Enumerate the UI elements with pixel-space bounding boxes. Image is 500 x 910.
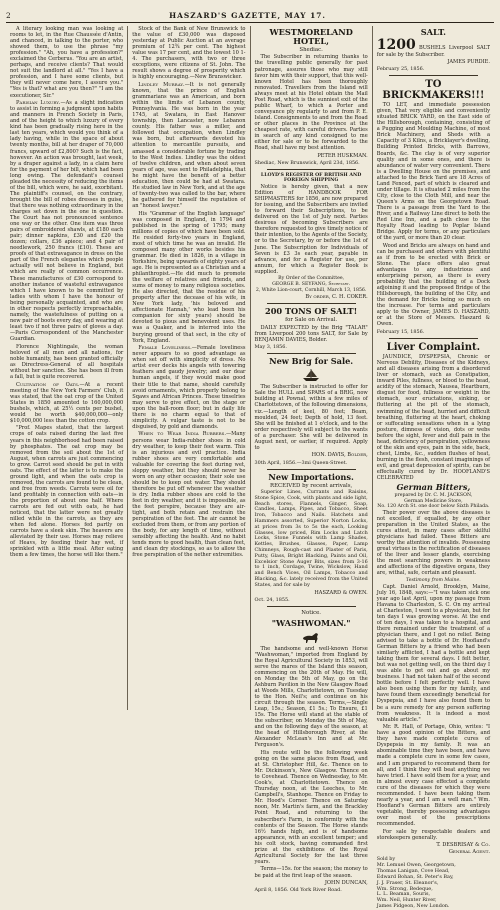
ad-agents-list xyxy=(377,863,490,909)
ad-lloyds-order: By Order of the Committee, xyxy=(278,276,345,282)
ad-lloyds-signature: GEORGE B. SEYFANG, Secretary. xyxy=(272,281,351,287)
ad-bitters-addr: German Medicine Store, xyxy=(404,498,463,504)
list-item: Thomas Lanigan, Cove Head, xyxy=(376,868,450,875)
article-executioner: A literary looking man was looking at rooms to let, in the Rue Chaussée d'Antin, and chanced, in talking to the porter, who showed them, to use the phrase "my profession." "Ah, you have a profession?" exclaimed the Cerberus. "You are an artist, perhaps, and receive clients? That would not suit the landlord at all." "Yes I have a profession, and I have some clients, but they will never come here, I assure you." "Yes is that? what are you then?" "I am the executioner, Sir." xyxy=(10,26,124,99)
article-heading: Lindley Murray. xyxy=(138,82,185,89)
list-item: Wm. Neil, Hunter River, xyxy=(376,897,437,904)
ad-salt-date: May 3, 1856. xyxy=(254,344,287,351)
article-india-rubbers xyxy=(132,431,245,558)
ad-brig-body: The Subscriber is instructed to offer for Sale the HULL and SPARS of a BRIG, now building at Pownal, within a few miles of Charlottetown, of the following dimensions, viz.—Length of keel, 80 feet; Beam, moulded, 24 feet; Depth of hold, 13 feet. She will be finished at 1 o'clock, and to the order respectively will subject to the wants of a purchaser. She will be delivered in August next, or earlier, if required. Apply to xyxy=(254,384,368,451)
ad-brick-body: TO LET, and immediate possession given, That very eligible and conveniently situated BRICK YARD, on the East side of the Hillsborough, containing, consisting of a Pugging and Moulding Machine, of most Brick Machinery, and Sheds with a Capacity of 3 Kilns, a Bricklayer's dwelling, Building Printed Bricks, with Barrows, Boards, &c. The clay is of very superior quality and in some ones, and there is abundance of water very convenient. There is a Dwelling House on the premises, and attached to the Brick Yard are 18 Acres of Land Fenced, part of which is cleared and under tillage. It is situated 2 miles from the City, close to the Cloth Mill, and near the Queen's Arms on the Georgetown Road. There is a passage from the Yard to the River, and a Railway Line direct to both the Red Line Inn, and a path close to the Royalty Road leading to Poplar Island Bridge. Apply for terms, or any particulars of the yard, or more than 20 clear. xyxy=(376,102,490,242)
ad-hotel-body: The Subscriber in returning thanks to the travelling public generally for past patronage, assures those who may still favor him with their support, that this well-known Hotel has been thoroughly renovated. Travellers from the Island will always meet at his Hotel obtain the Mail Post Road, which is the sunniest exit of the public Wharf, to which a Porter and conveyance ply regularly to and from P. E. Island. Consignments to and from the Road or other places in the Province at the cheapest rate, with careful drivers. Parties in search of any kind consigned to me either for sale or to be forwarded to the Road, shall have my best attention. xyxy=(254,54,368,152)
ad-imports-sub: RECEIVED by recent arrivals, xyxy=(270,482,353,489)
columns xyxy=(6,26,494,910)
ad-liver-title: Liver Complaint. xyxy=(386,342,481,354)
ad-horse-title: "WASHWOMAN." xyxy=(271,617,351,628)
divider xyxy=(389,338,478,339)
article-body: —It is not generally known, that the prince of English grammarians was an American, and born within the limits of Lebanon county, Pennsylvania. He was born in the year 1745, at Swatara, in East Hanover township, then Lancaster, now Lebanon county. His father was a miller, and followed that occupation, when Lindley was born, but afterwards devoted his attention to mercantile pursuits, and amassed a considerable fortune by trading to the West Indies. Lindley was the oldest of twelve children, and when about seven years of age, was sent to Philadelphia, that he might have the benefit of a better education, then could be had at Swatara. He studied law in New York, and at the age of twenty-two was called to the bar, where he gathered for himself the reputation of an "honest lawyer." xyxy=(132,82,246,209)
article-body: —Female loveliness never appears to so good advantage as when set off with simplicity of dress. No artist ever decks his angels with towering feathers and gaudy jewelry; and our dear human angels, if they would make good their title to that name, should carefully avoid ornaments, which properly belong to Sqaws and African Princes. These tinselries may serve to give effect, on the stage or upon the ball-room floor; but in daily life there is no charm equal to that of simplicity. A vulgar taste is not to be disguised, by gold and diamonds. xyxy=(132,345,246,430)
ad-horse-terms: Terms—15s. for the season; the money to be paid at the first leap of the season. xyxy=(254,866,368,879)
divider xyxy=(389,75,478,76)
ad-lloyds-address: 2, White Lion-court, Cornhill, March 13, 1856. xyxy=(255,287,367,293)
ad-testimony-body-3: For sale by respectable dealers and storekeepers generally. xyxy=(376,828,490,841)
ad-horse-signature: JOHN DUNCAN, xyxy=(324,880,368,887)
article-oats xyxy=(10,382,123,424)
column-3 xyxy=(251,26,373,894)
ad-salt-sub: for Sale on Arrival. xyxy=(285,317,338,324)
divider xyxy=(267,303,356,304)
ad-salt2-signature: JAMES PURDIE. xyxy=(447,59,490,66)
list-item: James Pidgeon, New London. xyxy=(376,903,450,910)
article-oats-cont: "Prof. Mapes stated, that the largest crops of oats raised during the last five years in this neighborhood had been raised by phosphates. The oat crop may be removed from the soil about the 1st of August, when carrots are just commencing to grow. Carrot seed should be put in with oats. The effect of the latter is to make the ground light, and when the oats crop is removed, the carrots are found to be clean, and free from weeds. Carrots were oil for land profitably in connection with oats—in the proportion of about one half. Where carrots are fed out with oats, he had noticed, that the latter were not greatly nilled while in the carrots, as they are when fed alone. Horses fed partly on carrots have a sleek skin. The heavers are alleviated by their use. Horses may relieve of Heavs, by feeding their hay wet, if sprinkled with a little meal. After eating them a few times, the horse will like them." xyxy=(10,425,124,559)
ad-testimony-body-2: Mr. R. Hall, of Portage, Ohio, writes: "I have a good opinion of the Bitters, and they have made complete cures of Dyspepsia in my family. It was an abominable time they have been, and have made a complete cure in some few cases, and I am prepared to recommend them for all, and I think they will beat anything we have tried. I have sold them for a year, and in almost every case effected a complete cure of the diseases for which they were recommended. I have been taking them nearly a year, and I am a well man." Wm. Hoofland's German Bitters are entirely vegetable, thereby possessing advantages over most of the prescriptions recommended. xyxy=(376,724,490,827)
page-number: 2 xyxy=(6,11,12,20)
ad-salt2-number: 1200 xyxy=(376,37,416,53)
article-body: —As a slight indication to assist in forming a judgment upon habits and manners in French Society in Paris, and of the height to which luxury of every kind has been gradually rising here in the last ten years, which would you think of a lady having, while in the space of about twenty months, bill at her draper of 70,000 francs, upward of £2,800? Such is the fact, however. An action was brought, last week, by a draper against a lady, in a claim here for the payment of her bill, which had been long owing. The defendant's counsel pleaded the necessity of reducing the items of the bill, which were, he said, exorbitant. The plaintiff's counsel, on the contrary, brought the bill of robes dresses in guise, that there was nothing extraordinary in the charges set down in the one in question. The Court has not pronounced sentence one way or the other. One item was three pairs of embroidered shawls, at £180 each pair; dinner napkins, £30 and £20 the dozen; collars, £36 apiece; and 4 pair of needlework, 250 francs (£10). These are proofs of that extravagance in dress on the part of the French elegantes which people actually will not believe in England, but which are really of common occurrence. These manufactures of £30 correspond to another instance of wasteful extravagance which I have known to be committed by ladies with whom I have the honour of being personally acquainted, and who are in other respects perfectly irreproachable, namely, the wastefulness of putting on a new pair of boots every day, and wearing at least two if not three pairs of gloves a day.—Paris Correspondent of the Manchester Guardian. xyxy=(10,100,124,342)
ad-agents-heading: Sold by xyxy=(376,856,396,863)
divider xyxy=(267,169,356,170)
article-female-loveliness xyxy=(132,345,245,430)
ad-bitters-addr-2: No. 120 Arch St. one door below Sixth Philada. xyxy=(377,504,490,510)
page-header xyxy=(6,4,494,23)
ad-imports-signature: HASZARD & OWEN. xyxy=(314,590,368,597)
article-heading: Parisian Luxury. xyxy=(16,100,61,107)
ad-testimony-body: Capt. Daniel Arnold, Brooklyn, Maine, July 16, 1848, says:—"I was taken sick one year ago last April, upon my passage from Havana to Charleston, S. C. On my arrival at Charleston, I went to a physician, but for ten days I was growing worse. At the end of ten days, I was taken to a hospital, and there remained under the treatment of a physician there, and I got no relief. Being advised to take a bottle of Dr. Hoofland's German Bitters by a friend who had been similarly afflicted, I had a bottle and kept taking them for several days. I felt better, but was not getting well, on the third day I was able to get out and go about my business. I had not taken half of the second bottle before I felt perfectly well. I have also been using them for my family, and have found them exceedingly beneficial for Dyspepsia, and I have also found them to be a sure remedy for any person suffering from weakness. It is indeed a most valuable article." xyxy=(376,583,490,723)
article-body: —Many persons wear India-rubber shoes in cold dry weather, to keep their feet warm. This is an injurious and evil practice. India rubber shoes are very comfortable and valuable for covering the feet during wet, sloppy weather, but they should never be worn on any other occasion; their sole use should be to keep out water. They should therefore be put off whenever the weather is dry. India rubber shoes are cold to the feet in dry weather, and it is impossible, as the feet perspire, because they are air-tight, and both retain and restrain the perspiration of the feet. The air cannot be excluded from them, or from any portion of the body, for any length of time, without sensibly affecting the health. And no habit tends more to good health, than clean feet, and clean dry stockings, so as to allow the free perspiration of the nether extremities. xyxy=(132,431,246,559)
ad-agent-role: General Agent. xyxy=(448,849,490,856)
article-lindley-murray xyxy=(132,82,245,209)
ad-imports-date: Oct. 24, 1855. xyxy=(254,597,290,604)
ad-lloyds-body: Notice is hereby given, that a new Edition of HANDBOOK FOR SHIPMASTERS for 1856, are now prepared for issuing, and the Subscribers are invited to forward their Subscriptions, to be delivered on the 1st of July next. Parties desirous of becoming Subscribers are therefore requested to give timely notice of their intention, to the Agents of the Society, or to the Secretary, by or before the 1st of June. The Subscription for Individuals of Seven is £3 3s each year, payable in advance, and for a Register for use, per annum, for which a Register Book is supplied. xyxy=(254,184,368,275)
ad-hotel-signature: PETER HUSKMAN. xyxy=(317,152,368,159)
article-nightingale: Florence Nightingale, the woman beloved of all men and all nations, for noble humanity, has been granted officially as Directress-General of all hospitals without her sanction. She has been ill from a fall, but is quite recovered. xyxy=(10,343,124,380)
ad-salt2-heading: SALT. xyxy=(420,27,446,37)
ad-salt2-date: February 25, 1856. xyxy=(376,66,425,73)
list-item: Mr. Lemuel Owen, Georgetown, xyxy=(376,862,456,869)
list-item: Wm. Strong, Bedeque, xyxy=(376,885,433,892)
ad-salt2 xyxy=(377,38,490,58)
ad-horse-route: His route will be the following week going on the same places from Road, and at St. Christopher Hill, &c. Thence on to Mr. Dickinson's, New Glasgow. Thence on to Covehead. Thence on Wednesday, to Mr. Cook's, at Charlottetown. Thence on Thursday noon, at the Leeches, to Mr. Campbell's, Stanhope. Thence on Friday to Mr. Hood's Corner. Thence on Saturday noon, Mr. Martin's farm, and the Brackley Point Road, and returning to the subscriber's Farm, in conformity with the contents of the Season. The Horse stands 16½ hands high, and is of handsome appearance, with an excellent temper; and his colt stock, having commanded first prize at the exhibitions of the Royal Agricultural Society for the last three years. xyxy=(254,749,368,865)
article-parisian-luxury xyxy=(10,100,123,342)
ad-brig-signature: HON. DAVIS, Bolder, xyxy=(311,452,368,459)
ad-hotel-title: WESTMORELAND HOTEL, xyxy=(269,27,353,46)
ad-hotel-place: Shediac. xyxy=(299,47,323,53)
ad-horse-body: The handsome and well-known Horse "Washwoman," imported from England by the Royal Agricultural Society in 1853, will serve the mares of the Island this season, commencing on the 20th of May. He will, on Monday the 5th of May, go on the Ashburn Pavilion in the New Glasgow Road at Woods Mills, Charlottetown, on Tuesday to the Hon. Neil's; and continue on his circuit through the season. Terms,—Single Leap, 15s.; Season, £1 5s.; To Ensure, £1 15s. The Horse will stand at the stable of the subscriber, on Monday the 5th of May, and on the following days of the season, at the head of Hillsborough River, at the Alexander McLean's Inn and at Mr. Ferguson's. xyxy=(254,645,368,749)
ad-testimony-heading: Testimony from Maine. xyxy=(405,577,461,583)
divider xyxy=(267,469,356,470)
ad-bitters-body: Their power over the above diseases is not excelled, if equalled, by any other preparation in the United States, as the cures attest, in many cases after skilful physicians had failed. These Bitters are worthy the attention of invalids. Possessing great virtues in the rectification of diseases of the liver and lesser glands, exercising the most searching powers in weakness and affections of the digestive organs, they are, withal, safe, certain and pleasant. xyxy=(376,509,490,577)
ad-lloyds-heading: LLOYD'S REGISTER OF BRITISH AND FOREIGN SHIPPING xyxy=(260,172,362,184)
article-heading: Cultivation of Oats. xyxy=(16,381,80,388)
article-lindley-murray-cont: His "Grammar of the English language" was composed in England, in 1794 and published in the spring of 1795; many millions of copies of which have been sold. He resided forty-two years in England, most of which time he was an invalid. He composed many other works besides his grammar. He died in 1826, in a village in Yorkshire, being upwards of eighty years of age. He is represented as a Christian and a philanthropist.—He did much to promote the welfare of relatives and friends, and sums of money to many religious societies. He also directed, that the residue of his property after the decease of his wife, in New York lady, 'his beloved and affectionate Hannah,' who lead been his companion for sixty years) should be devoted to pious and benevolent uses. He was a Quaker, and is interred into the burying ground of that sect, in the city of York, England. xyxy=(132,210,246,344)
ad-lloyds-agent: By order, C. H. COKER. xyxy=(305,294,368,301)
ad-liver-body: JAUNDICE, DYSPEPSIA, Chronic or Nervous Debility, Diseases of the Kidneys, and all diseases arising from a disordered liver or stomach, such as Constipation, inward Piles, fullness, or blood to the head, acidity of the stomach, Nausea, Heartburn, disgust for food, fullness or weight in the stomach, sour eructations, sinking, or fluttering at the pit of the stomach, swimming of the head, hurried and difficult breathing, fluttering at the heart, choking or suffocating sensations when in a lying posture, dimness of vision, dots or webs before the sight, fever and dull pain in the head, deficiency of perspiration, yellowness of the skin and eyes, pain in the side, back, chest, Limbs, &c., sudden flushes of heat, burning in the flesh, constant imaginings of evil, and great depression of spirits, can be effectually cured by Dr. HOOFLAND'S CELEBRATED xyxy=(376,354,490,482)
ad-bitters-title: German Bitters, xyxy=(396,482,471,493)
ad-imports-title: New Importations. xyxy=(268,471,354,482)
ad-horse-notice: Notice. xyxy=(301,610,322,617)
column-4 xyxy=(373,26,494,910)
ad-salt-body: DAILY EXPECTED by the Brig "TALAR" from Liverpool 200 tons SALT, for Sale by BENJAMIN DAVIES, Bolder. xyxy=(254,324,368,343)
list-item: L. L. Beaman, Souris, xyxy=(376,891,431,898)
ad-brick-title: TO BRICKMAKERS!!! xyxy=(382,79,485,102)
divider xyxy=(267,606,356,607)
article-body: —At a recent meeting of the New York Farmers' Club, it was stated, that the oat crop of the United States in 1850 amounted to 160,000,000 bushels, which, at 25½ cents per bushel, would be worth $40,000,000—only $10,000,000 less than the cotton crop. xyxy=(10,381,124,424)
column-2 xyxy=(128,26,250,710)
ad-salt2-body: BUSHELS Liverpool SALT for sale by the Subscriber. xyxy=(376,45,490,58)
list-item: Edward Bohan, St. Peter's Bay, xyxy=(376,874,454,881)
ad-imports-body: Superior Lines, Currants and Raisins, Stone Spice, Cook, with plants and side light, Beach stores, Flannels, Ginger, Soap, Candles, Lamps, Pipes, and Tobacco, Sheet Iron, Tobacco and Nails. Hatchets and Hammers assorted, Superior Norton Locks, at prices from 3s to 5s the each, Looking Glasses, low priced, Rim Locks and Latch Locks, Stone Funnels with Lamp Shades, Kettles, Brushes, Glasses, Paper, Lamp Chimneys, Rough-cast and Plaster of Paris, Putty, Glass, Bright Blacking, Paints and Oil, Excelsior Stone Auger Bits, sizes from 3-16 to 1 inch, Cordage, Twine, Wickslow, Hand and Bench Vices, Oil Lamps, Tobacco and Blacking, &c. lately received from the United States, and for sale by xyxy=(254,488,368,588)
ad-agent-signature: T. DESBRISAY & Co. xyxy=(436,842,490,849)
ad-brig-date: 30th April, 1856.—3mi Queen-Street. xyxy=(254,459,348,466)
ad-bitters-sub: prepared by Dr. C. M. JACKSON, xyxy=(394,493,473,499)
column-1 xyxy=(6,26,128,710)
ad-salt-title: 200 TONS OF SALT! xyxy=(265,306,358,317)
ad-hotel-date: Shediac, New Brunswick, April 23d, 1856. xyxy=(254,159,360,166)
ad-horse-date: April 8, 1856. Old York River Road. xyxy=(254,887,342,894)
ad-brig-title: New Brig for Sale. xyxy=(269,356,354,367)
divider xyxy=(267,353,356,354)
article-heading: When to Wear India Rubbers. xyxy=(138,431,226,438)
ad-brick-date: February 15, 1856. xyxy=(376,329,425,336)
masthead: HASZARD'S GAZETTE, MAY 17. xyxy=(169,11,326,20)
article-heading: Female Loveliness. xyxy=(138,345,192,352)
article-bank-stock: Stock of the Bank of New Brunswick to the value of £30,000 was disposed yesterday at Public Auction at an average premium of 12¾ per cent. The highest value was 17 per cent, and the lowest 10 1-4. The purchasers, with two or three exceptions, were citizens of St. John. The result shows a degree of prosperity which is highly encouraging.—New Brunswicker. xyxy=(132,26,246,81)
ad-brick-body-2: Wood and Bricks are always on hand and can be purchased and others with plentiful as if from to be erected with Brick or Stone. The place offers also great advantages to any industrious and enterprising person, as there is every probability that the building of a Dock adjoining it and the proposed Bridge of the Hillsborough, the building of the City, and the demand for Bricks being so much on the increase. For terms and particulars apply to the Owner, JAMES D. HASZARD, or at the Store of Messrs. Haszard & Owen. xyxy=(376,242,490,328)
horse-icon xyxy=(255,630,368,644)
list-item: J. J. Fraser, St. Eleanor's, xyxy=(376,879,439,886)
ship-icon xyxy=(255,368,368,382)
